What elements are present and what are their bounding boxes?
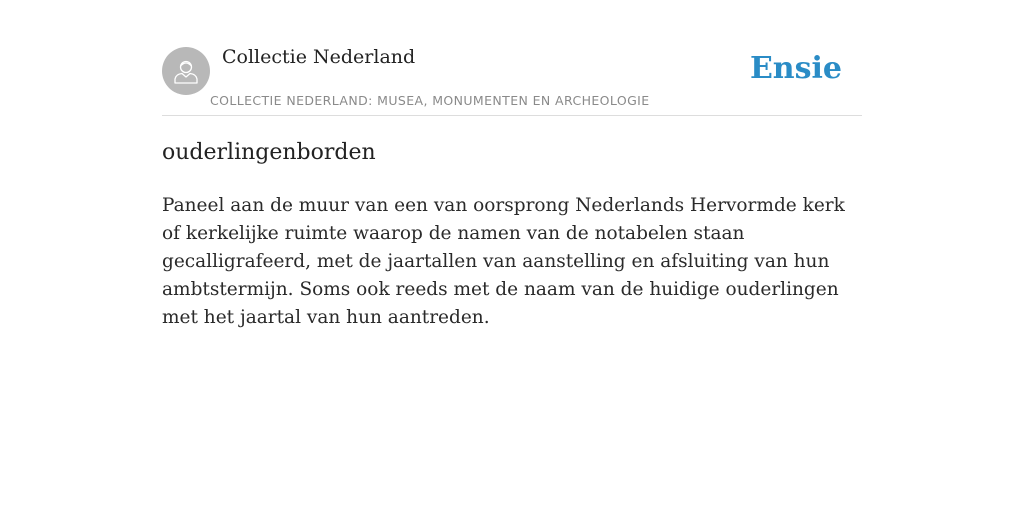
entry-term: ouderlingenborden [162,140,376,165]
page-header [162,0,862,116]
entry-definition: Paneel aan de muur van een van oorsprong Nederlands Hervormde kerk of kerkelijke ruimte waarop de namen van de notabelen staan gecalligrafeerd, met de jaartallen van aanstelling en afsluiting van hun ambtstermijn. Soms ook reeds met de naam van de huidige ouderlingen met het jaartal van hun aantreden. [162,195,845,328]
author-subtitle: COLLECTIE NEDERLAND: MUSEA, MONUMENTEN EN ARCHEOLOGIE [210,93,650,108]
person-icon [171,56,201,86]
page-container [162,0,862,328]
author-name[interactable]: Collectie Nederland [222,46,416,68]
ensie-logo[interactable]: Ensie [749,51,842,86]
user-avatar-icon[interactable] [162,47,210,95]
